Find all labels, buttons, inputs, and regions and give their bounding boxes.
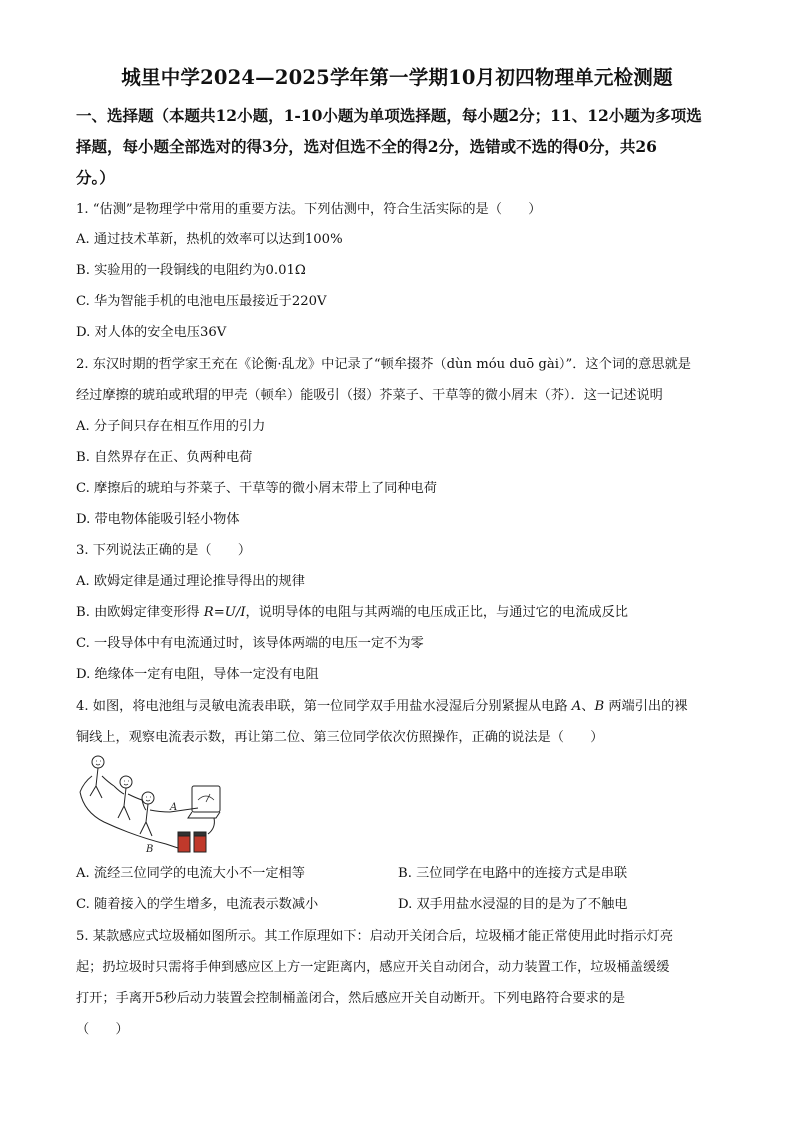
q3-option-c: C. 一段导体中有电流通过时，该导体两端的电压一定不为零: [76, 636, 424, 651]
q4-stem-point-a: A: [571, 699, 582, 714]
q1-stem: 1. “估测”是物理学中常用的重要方法。下列估测中，符合生活实际的是（ ）: [76, 202, 542, 217]
q3-stem: 3. 下列说法正确的是（ ）: [76, 543, 252, 558]
q4-circuit-figure: [74, 752, 224, 858]
fig-label-a: A: [170, 802, 178, 813]
q3-option-d: D. 绝缘体一定有电阻，导体一定没有电阻: [76, 667, 319, 682]
q2-option-a: A. 分子间只存在相互作用的引力: [76, 419, 266, 434]
q4-stem-separator: 、: [581, 699, 595, 714]
q2-stem-line-2: 经过摩擦的琥珀或玳瑁的甲壳（顿牟）能吸引（掇）芥菜子、干草等的微小屑末（芥）．这一记述说明: [76, 388, 663, 403]
q4-stem-line-1: [76, 698, 687, 716]
q4-option-c: C. 随着接入的学生增多，电流表示数减小: [76, 897, 319, 912]
galvanometer-base: [188, 812, 220, 818]
q4-option-b: B. 三位同学在电路中的连接方式是串联: [398, 866, 628, 881]
q5-line-4: （ ）: [76, 1022, 129, 1037]
q3-option-b-prefix: B. 由欧姆定律变形得: [76, 605, 204, 620]
q1-option-d: D. 对人体的安全电压36V: [76, 325, 227, 340]
q2-stem-line-1: 2. 东汉时期的哲学家王充在《论衡·乱龙》中记录了“顿牟掇芥（dùn móu duō gài）”．这个词的意思就是: [76, 357, 691, 372]
q2-option-d: D. 带电物体能吸引轻小物体: [76, 512, 240, 527]
q4-stem-prefix: 4. 如图，将电池组与灵敏电流表串联，第一位同学双手用盐水浸湿后分别紧握从电路: [76, 699, 572, 714]
student-1-head: [92, 756, 104, 768]
q3-option-b: [76, 604, 628, 622]
q2-option-c: C. 摩擦后的琥珀与芥菜子、干草等的微小屑末带上了同种电荷: [76, 481, 437, 496]
q3-option-b-suffix: ，说明导体的电阻与其两端的电压成正比，与通过它的电流成反比: [245, 605, 628, 620]
q4-option-a: A. 流经三位同学的电流大小不一定相等: [76, 866, 305, 881]
page-title: 城里中学2024—2025学年第一学期10月初四物理单元检测题: [121, 66, 673, 89]
student-2-body: [114, 786, 142, 820]
q1-option-b: B. 实验用的一段铜线的电阻约为0.01Ω: [76, 263, 306, 278]
fig-label-b: B: [146, 844, 154, 855]
q3-option-b-formula: R=U/I: [203, 605, 246, 620]
battery-cell-2: [194, 834, 206, 852]
student-3-body: [140, 800, 170, 836]
q3-option-a: A. 欧姆定律是通过理论推导得出的规律: [76, 574, 305, 589]
q4-stem-suffix: 两端引出的裸: [604, 699, 688, 714]
q4-stem-point-b: B: [594, 699, 605, 714]
student-2-head: [120, 776, 132, 788]
q5-line-1: 5. 某款感应式垃圾桶如图所示。其工作原理如下：启动开关闭合后，垃圾桶才能正常使用此时指示灯亮: [76, 929, 674, 944]
section-heading-line-1: 一、选择题（本题共12小题，1-10小题为单项选择题，每小题2分；11、12小题为多项选: [76, 106, 702, 125]
section-heading-line-3: 分。）: [76, 168, 115, 187]
q4-stem-line-2: 铜线上，观察电流表示数，再让第二位、第三位同学依次仿照操作，正确的说法是（ ）: [76, 730, 604, 745]
q5-line-3: 打开；手离开5秒后动力装置会控制桶盖闭合，然后感应开关自动断开。下列电路符合要求的是: [76, 991, 626, 1006]
section-heading-line-2: 择题，每小题全部选对的得3分，选对但选不全的得2分，选错或不选的得0分，共26: [76, 137, 657, 156]
q1-option-a: A. 通过技术革新，热机的效率可以达到100%: [76, 232, 343, 247]
q2-option-b: B. 自然界存在正、负两种电荷: [76, 450, 253, 465]
student-3-head: [142, 792, 154, 804]
q5-line-2: 起；扔垃圾时只需将手伸到感应区上方一定距离内，感应开关自动闭合，动力装置工作，垃圾桶盖缓缓: [76, 960, 670, 975]
q4-option-d: D. 双手用盐水浸湿的目的是为了不触电: [398, 897, 628, 912]
student-1-body: [80, 768, 114, 798]
q1-option-c: C. 华为智能手机的电池电压最接近于220V: [76, 294, 327, 309]
battery-cell-1: [178, 834, 190, 852]
wire-b: [80, 792, 178, 848]
